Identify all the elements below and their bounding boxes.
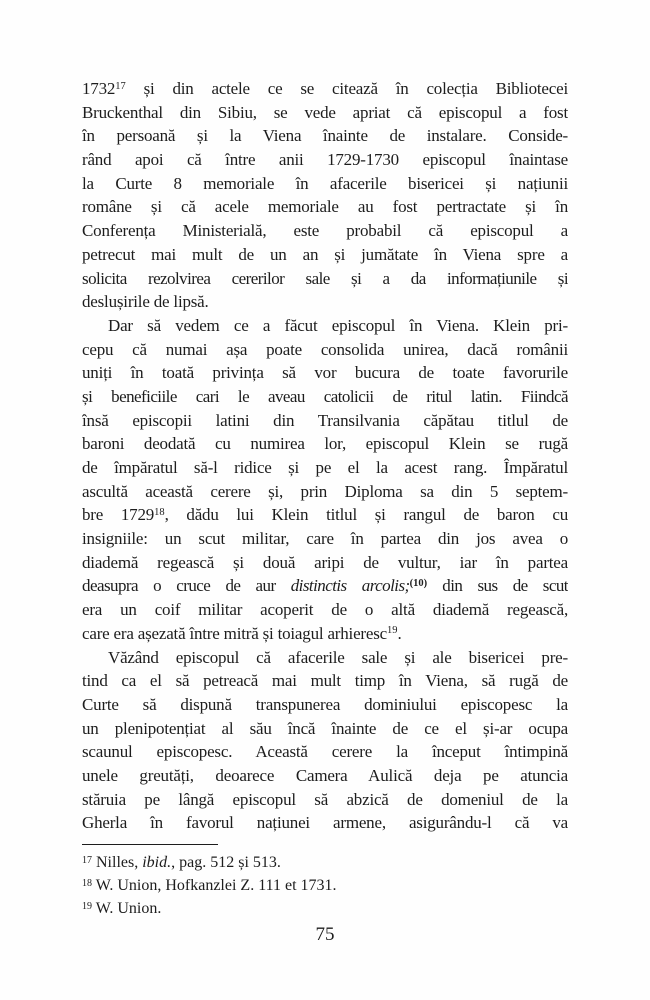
text-segment: unele greutăți, deoarece Camera Aulică deja pe atuncia [82, 765, 568, 785]
text-segment: ascultă această cerere și, prin Diploma sa din 5 septem- [82, 481, 568, 501]
italic-text: distinctis arcolis; [290, 576, 410, 596]
text-line [82, 551, 568, 575]
text-segment: cepu că numai așa poate consolida unirea, dacă românii [82, 339, 568, 359]
text-line [82, 290, 568, 314]
footnote-marker: 17 [115, 80, 126, 92]
text-line [82, 764, 568, 788]
footnote-item [82, 874, 568, 897]
text-line [82, 527, 568, 551]
paragraph [82, 77, 568, 314]
text-line [82, 622, 568, 646]
text-line [82, 598, 568, 622]
text-segment: tind ca el să petreacă mai mult timp în Viena, să rugă de [82, 671, 568, 691]
text-segment: era un coif militar acoperit de o altă diademă regească, [82, 600, 568, 620]
text-line [82, 267, 568, 291]
text-segment: în persoană și la Viena înainte de instalare. Conside- [82, 126, 568, 146]
text-segment: Curte să dispună transpunerea dominiului episcopesc la [82, 694, 568, 714]
text-segment: Bruckenthal din Sibiu, se vede apriat că episcopul a fost [82, 102, 568, 122]
text-line [82, 456, 568, 480]
text-segment: care era așezată între mitră și toiagul arhieresc [82, 623, 387, 643]
footnotes [82, 851, 568, 920]
text-line [82, 314, 568, 338]
page-number: 75 [315, 924, 335, 945]
text-line [82, 219, 568, 243]
text-line [82, 693, 568, 717]
text-line [82, 409, 568, 433]
body-text [82, 77, 568, 835]
text-segment: însă episcopii latini din Transilvania căpătau titlul de [82, 410, 568, 430]
text-line [82, 646, 568, 670]
paragraph [82, 646, 568, 836]
text-segment: , dădu lui Klein titlul și rangul de baron cu [164, 505, 568, 525]
text-segment: baroni deodată cu numirea lor, episcopul Klein se rugă [82, 434, 568, 454]
footnote-marker: (10) [409, 577, 428, 589]
text-segment: solicita rezolvirea cererilor sale și a da informațiunile și [82, 268, 568, 288]
footnote-item [82, 851, 568, 874]
text-segment: insigniile: un scut militar, care în partea din jos avea o [82, 529, 568, 549]
footnote-marker: 17 [82, 854, 92, 866]
text-line [82, 124, 568, 148]
text-segment: scaunul episcopesc. Această cerere la început întimpină [82, 742, 568, 762]
text-segment: și din actele ce se citează în colecția Bibliotecei [125, 79, 568, 98]
text-line [82, 77, 568, 101]
text-segment: bre 1729 [82, 505, 155, 525]
text-segment: rând apoi că între anii 1729-1730 episcopul înaintase [82, 150, 568, 170]
text-segment: deasupra o cruce de aur [82, 576, 291, 596]
text-segment: petrecut mai mult de un an și jumătate în Viena spre a [82, 244, 568, 264]
text-segment: Dar să vedem ce a făcut episcopul în Viena. Klein pri- [108, 315, 568, 335]
italic-text: ibid. [142, 854, 172, 871]
text-line [82, 101, 568, 125]
footnote-marker: 19 [82, 900, 92, 912]
text-line [82, 195, 568, 219]
text-line [82, 788, 568, 812]
text-line [82, 740, 568, 764]
text-segment: la Curte 8 memoriale în afacerile bisericei și națiunii [82, 173, 568, 193]
text-line [82, 669, 568, 693]
text-segment: W. Union, Hofkanzlei Z. 111 et 1731. [92, 877, 337, 894]
text-line [82, 385, 568, 409]
footnote-marker: 19 [387, 625, 398, 637]
text-segment: un plenipotențiat al său încă înainte de ce el și-ar ocupa [82, 718, 568, 738]
text-segment: W. Union. [92, 900, 162, 917]
text-segment: Văzând episcopul că afacerile sale și ale bisericei pre- [108, 647, 568, 667]
footnote-separator [82, 844, 218, 845]
text-segment: stăruia pe lângă episcopul să abzică de domeniul de la [82, 789, 568, 809]
text-segment: Gherla în favorul națiunei armene, asigurându-l că va [82, 813, 568, 833]
text-line [82, 338, 568, 362]
text-segment: , pag. 512 și 513. [171, 854, 281, 871]
paragraph [82, 314, 568, 646]
text-segment: 1732 [82, 79, 116, 98]
text-line [82, 148, 568, 172]
text-line [82, 574, 568, 598]
text-segment: de împăratul să-l ridice și pe el la acest rang. Împăratul [82, 458, 568, 477]
text-line [82, 811, 568, 835]
footnote-marker: 18 [82, 877, 92, 889]
text-segment: deslușirile de lipsă. [82, 292, 209, 312]
text-segment: și beneficiile cari le aveau catolicii de ritul latin. Fiindcă [82, 386, 568, 406]
text-line [82, 243, 568, 267]
text-segment: Conferența Ministerială, este probabil că episcopul a [82, 221, 568, 241]
text-segment: . [397, 623, 402, 643]
footnote-marker: 18 [154, 506, 165, 518]
text-segment: române și că acele memoriale au fost pertractate și în [82, 197, 568, 217]
text-line [82, 503, 568, 527]
text-segment: diademă regească și două aripi de vultur, iar în partea [82, 552, 568, 572]
text-line [82, 361, 568, 385]
text-segment: Nilles, [92, 854, 143, 871]
text-line [82, 432, 568, 456]
text-line [82, 172, 568, 196]
text-line [82, 717, 568, 741]
text-segment: din sus de scut [427, 576, 568, 596]
text-segment: uniți în toată privința să vor bucura de toate favorurile [82, 363, 568, 383]
footnote-item [82, 897, 568, 920]
text-line [82, 480, 568, 504]
